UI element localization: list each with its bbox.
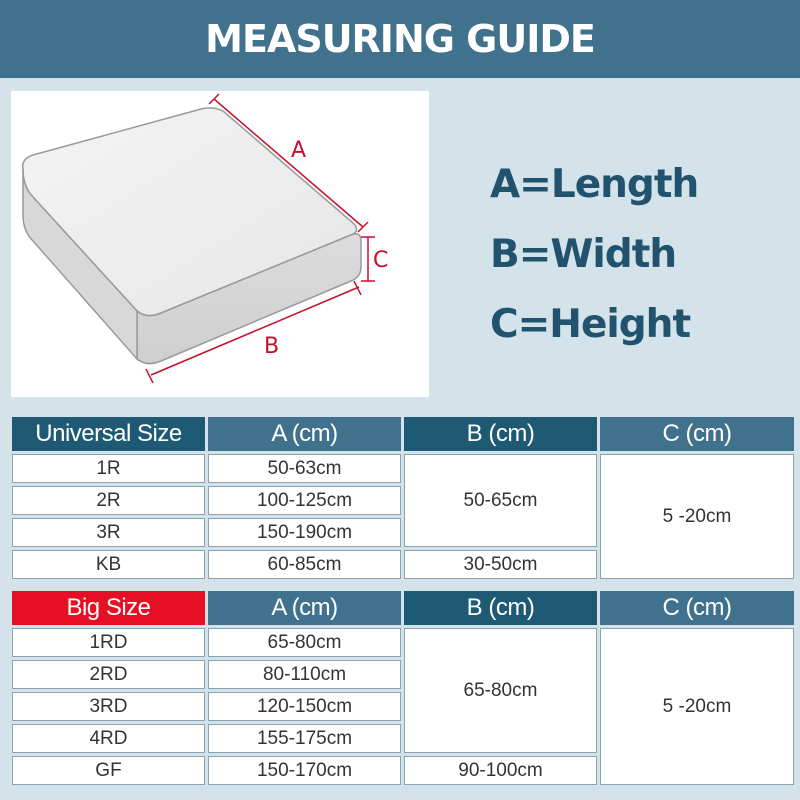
- legend-height: C=Height: [490, 302, 691, 347]
- size-cell: 1RD: [12, 628, 205, 657]
- table-header-row: [12, 591, 794, 625]
- a-cell: 150-190cm: [208, 518, 401, 547]
- size-cell: 2R: [12, 486, 205, 515]
- size-cell: 1R: [12, 454, 205, 483]
- header-c: C (cm): [600, 591, 794, 625]
- big-size-table: [9, 588, 797, 788]
- a-cell: 50-63cm: [208, 454, 401, 483]
- header-a: A (cm): [208, 417, 401, 451]
- header-c: C (cm): [600, 417, 794, 451]
- legend-width: B=Width: [490, 232, 677, 277]
- size-cell: 4RD: [12, 724, 205, 753]
- page-header: [0, 0, 800, 78]
- a-cell: 80-110cm: [208, 660, 401, 689]
- size-cell: GF: [12, 756, 205, 785]
- c-merged-cell: 5 -20cm: [600, 628, 794, 785]
- b-cell: 90-100cm: [404, 756, 597, 785]
- dimension-c-label: C: [373, 248, 389, 273]
- c-merged-cell: 5 -20cm: [600, 454, 794, 579]
- b-merged-cell: 50-65cm: [404, 454, 597, 547]
- header-big-size: Big Size: [12, 591, 205, 625]
- header-a: A (cm): [208, 591, 401, 625]
- b-merged-cell: 65-80cm: [404, 628, 597, 753]
- table-row: [12, 454, 794, 483]
- a-cell: 65-80cm: [208, 628, 401, 657]
- size-cell: 2RD: [12, 660, 205, 689]
- a-cell: 150-170cm: [208, 756, 401, 785]
- dimension-b-label: B: [264, 334, 280, 359]
- table-header-row: [12, 417, 794, 451]
- dimension-legend: [490, 155, 790, 365]
- header-b: B (cm): [404, 591, 597, 625]
- cushion-diagram: [11, 91, 429, 397]
- a-cell: 100-125cm: [208, 486, 401, 515]
- b-cell: 30-50cm: [404, 550, 597, 579]
- a-cell: 60-85cm: [208, 550, 401, 579]
- cushion-illustration: [11, 91, 429, 397]
- header-b: B (cm): [404, 417, 597, 451]
- size-cell: KB: [12, 550, 205, 579]
- header-universal-size: Universal Size: [12, 417, 205, 451]
- dimension-a-label: A: [291, 138, 307, 163]
- a-cell: 120-150cm: [208, 692, 401, 721]
- universal-size-table: [9, 414, 797, 582]
- a-cell: 155-175cm: [208, 724, 401, 753]
- table-row: [12, 628, 794, 657]
- size-cell: 3RD: [12, 692, 205, 721]
- size-cell: 3R: [12, 518, 205, 547]
- page-title: MEASURING GUIDE: [205, 17, 595, 61]
- legend-length: A=Length: [490, 162, 699, 207]
